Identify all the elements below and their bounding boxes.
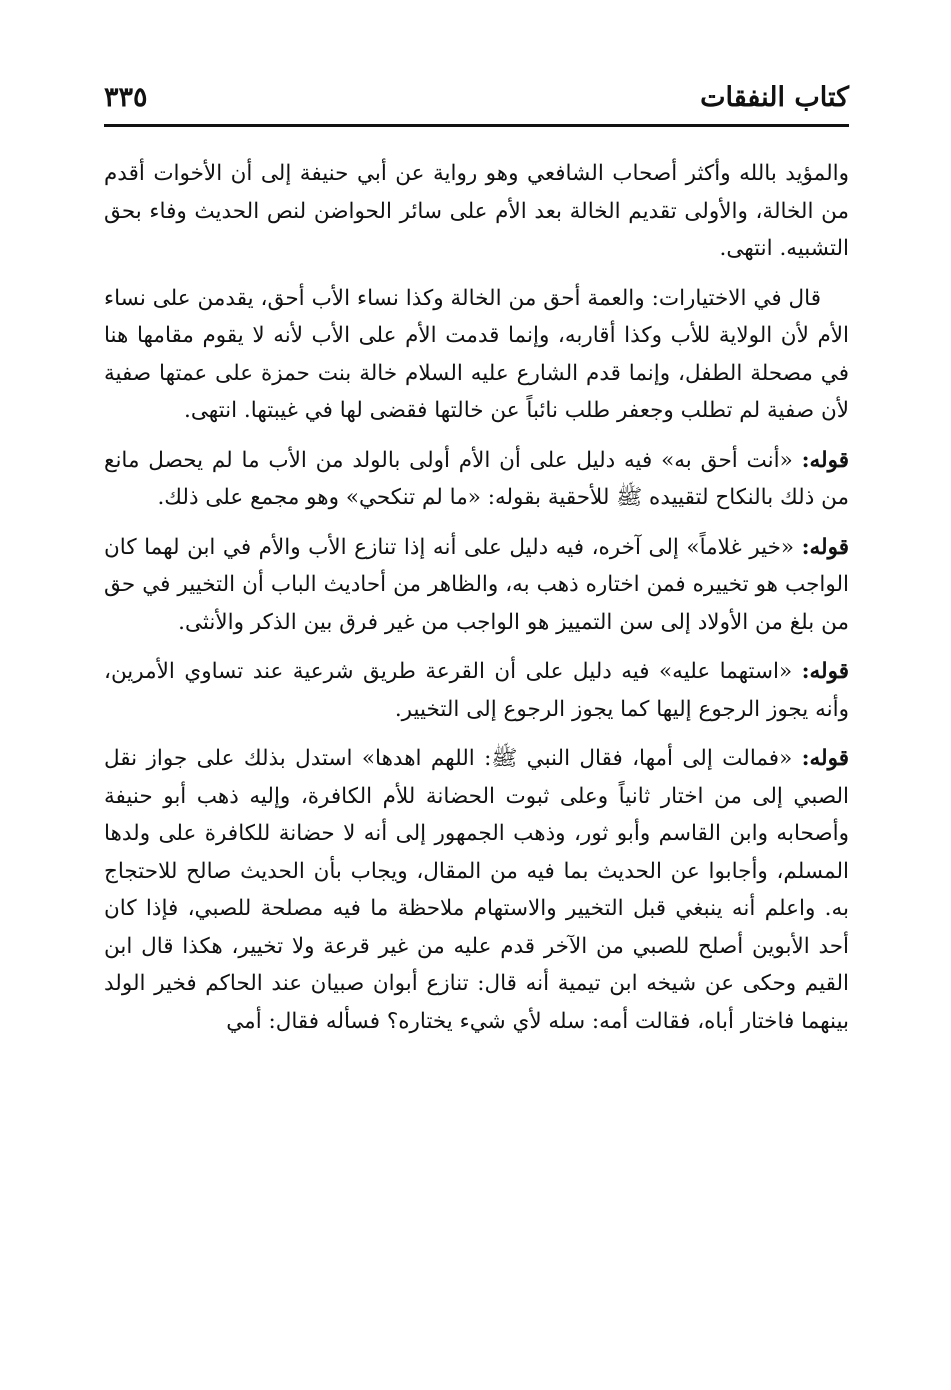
paragraph-text: قال في الاختيارات: والعمة أحق من الخالة وكذا نساء الأب أحق، يقدمن على نساء الأم لأن الولاية للأب وكذا أقاربه، وإنما قدمت الأم على الأب لأنه لا يقوم مقامها هنا في مصحلة الطفل، وإنما قدم الشارع عليه السلام خالة بنت حمزة على عمتها صفية لأن صفية لم تطلب وجعفر طلب نائباً عن خالتها فقضى لها في غيبتها. انتهى. [104,285,849,423]
paragraph-text: «أنت أحق به» فيه دليل على أن الأم أولى بالولد من الأب ما لم يحصل مانع من ذلك بالنكاح لتقييده ﷺ للأحقية بقوله: «ما لم تنكحي» وهو مجمع على ذلك. [104,447,849,510]
running-title: كتاب النفقات [700,82,849,113]
paragraph-lead: قوله: [801,659,849,684]
paragraph-lead: قوله: [801,447,849,473]
paragraph [104,653,849,728]
body-text [104,155,849,1040]
paragraph-lead: قوله: [801,746,849,771]
paragraph-text: والمؤيد بالله وأكثر أصحاب الشافعي وهو رواية عن أبي حنيفة إلى أن الأخوات أقدم من الخالة، والأولى تقديم الخالة بعد الأم على سائر الحواضن لنص الحديث وفاء بحق التشبيه. انتهى. [104,161,849,261]
paragraph [104,442,849,517]
paragraph [104,155,849,268]
paragraph [104,740,849,1040]
paragraph-text: «استهما عليه» فيه دليل على أن القرعة طريق شرعية عند تساوي الأمرين، وأنه يجوز الرجوع إليها كما يجوز الرجوع إلى التخيير. [104,659,849,722]
paragraph-text: «فمالت إلى أمها، فقال النبي ﷺ: اللهم اهدها» استدل بذلك على جواز نقل الصبي إلى من اختار ثانياً وعلى ثبوت الحضانة للأم الكافرة، وإليه ذهب أبو حنيفة وأصحابه وابن القاسم وأبو ثور، وذهب الجمهور إلى أنه لا حضانة للكافرة على ولدها المسلم، وأجابوا عن الحديث بما فيه من المقال، ويجاب بأن الحديث صالح للاحتجاج به. واعلم أنه ينبغي قبل التخيير والاستهام ملاحظة ما فيه مصلحة للصبي، فإذا كان أحد الأبوين أصلح للصبي من الآخر قدم عليه من غير قرعة ولا تخيير، هكذا قال ابن القيم وحكى عن شيخه ابن تيمية أنه قال: تنازع أبوان صبيان عند الحاكم فخير الولد بينهما فاختار أباه، فقالت أمه: سله لأي شيء يختاره؟ فسأله فقال: أمي [104,746,849,1034]
book-page [104,80,849,1052]
paragraph [104,280,849,430]
paragraph-lead: قوله: [801,534,849,560]
paragraph [104,529,849,642]
page-number: ٣٣٥ [104,82,148,113]
page-header [104,80,849,127]
paragraph-text: «خير غلاماً» إلى آخره، فيه دليل على أنه إذا تنازع الأب والأم في ابن لهما كان الواجب هو تخييره فمن اختاره ذهب به، والظاهر من أحاديث الباب أن التخيير في حق من بلغ من الأولاد إلى سن التمييز هو الواجب من غير فرق بين الذكر والأنثى. [104,534,849,635]
